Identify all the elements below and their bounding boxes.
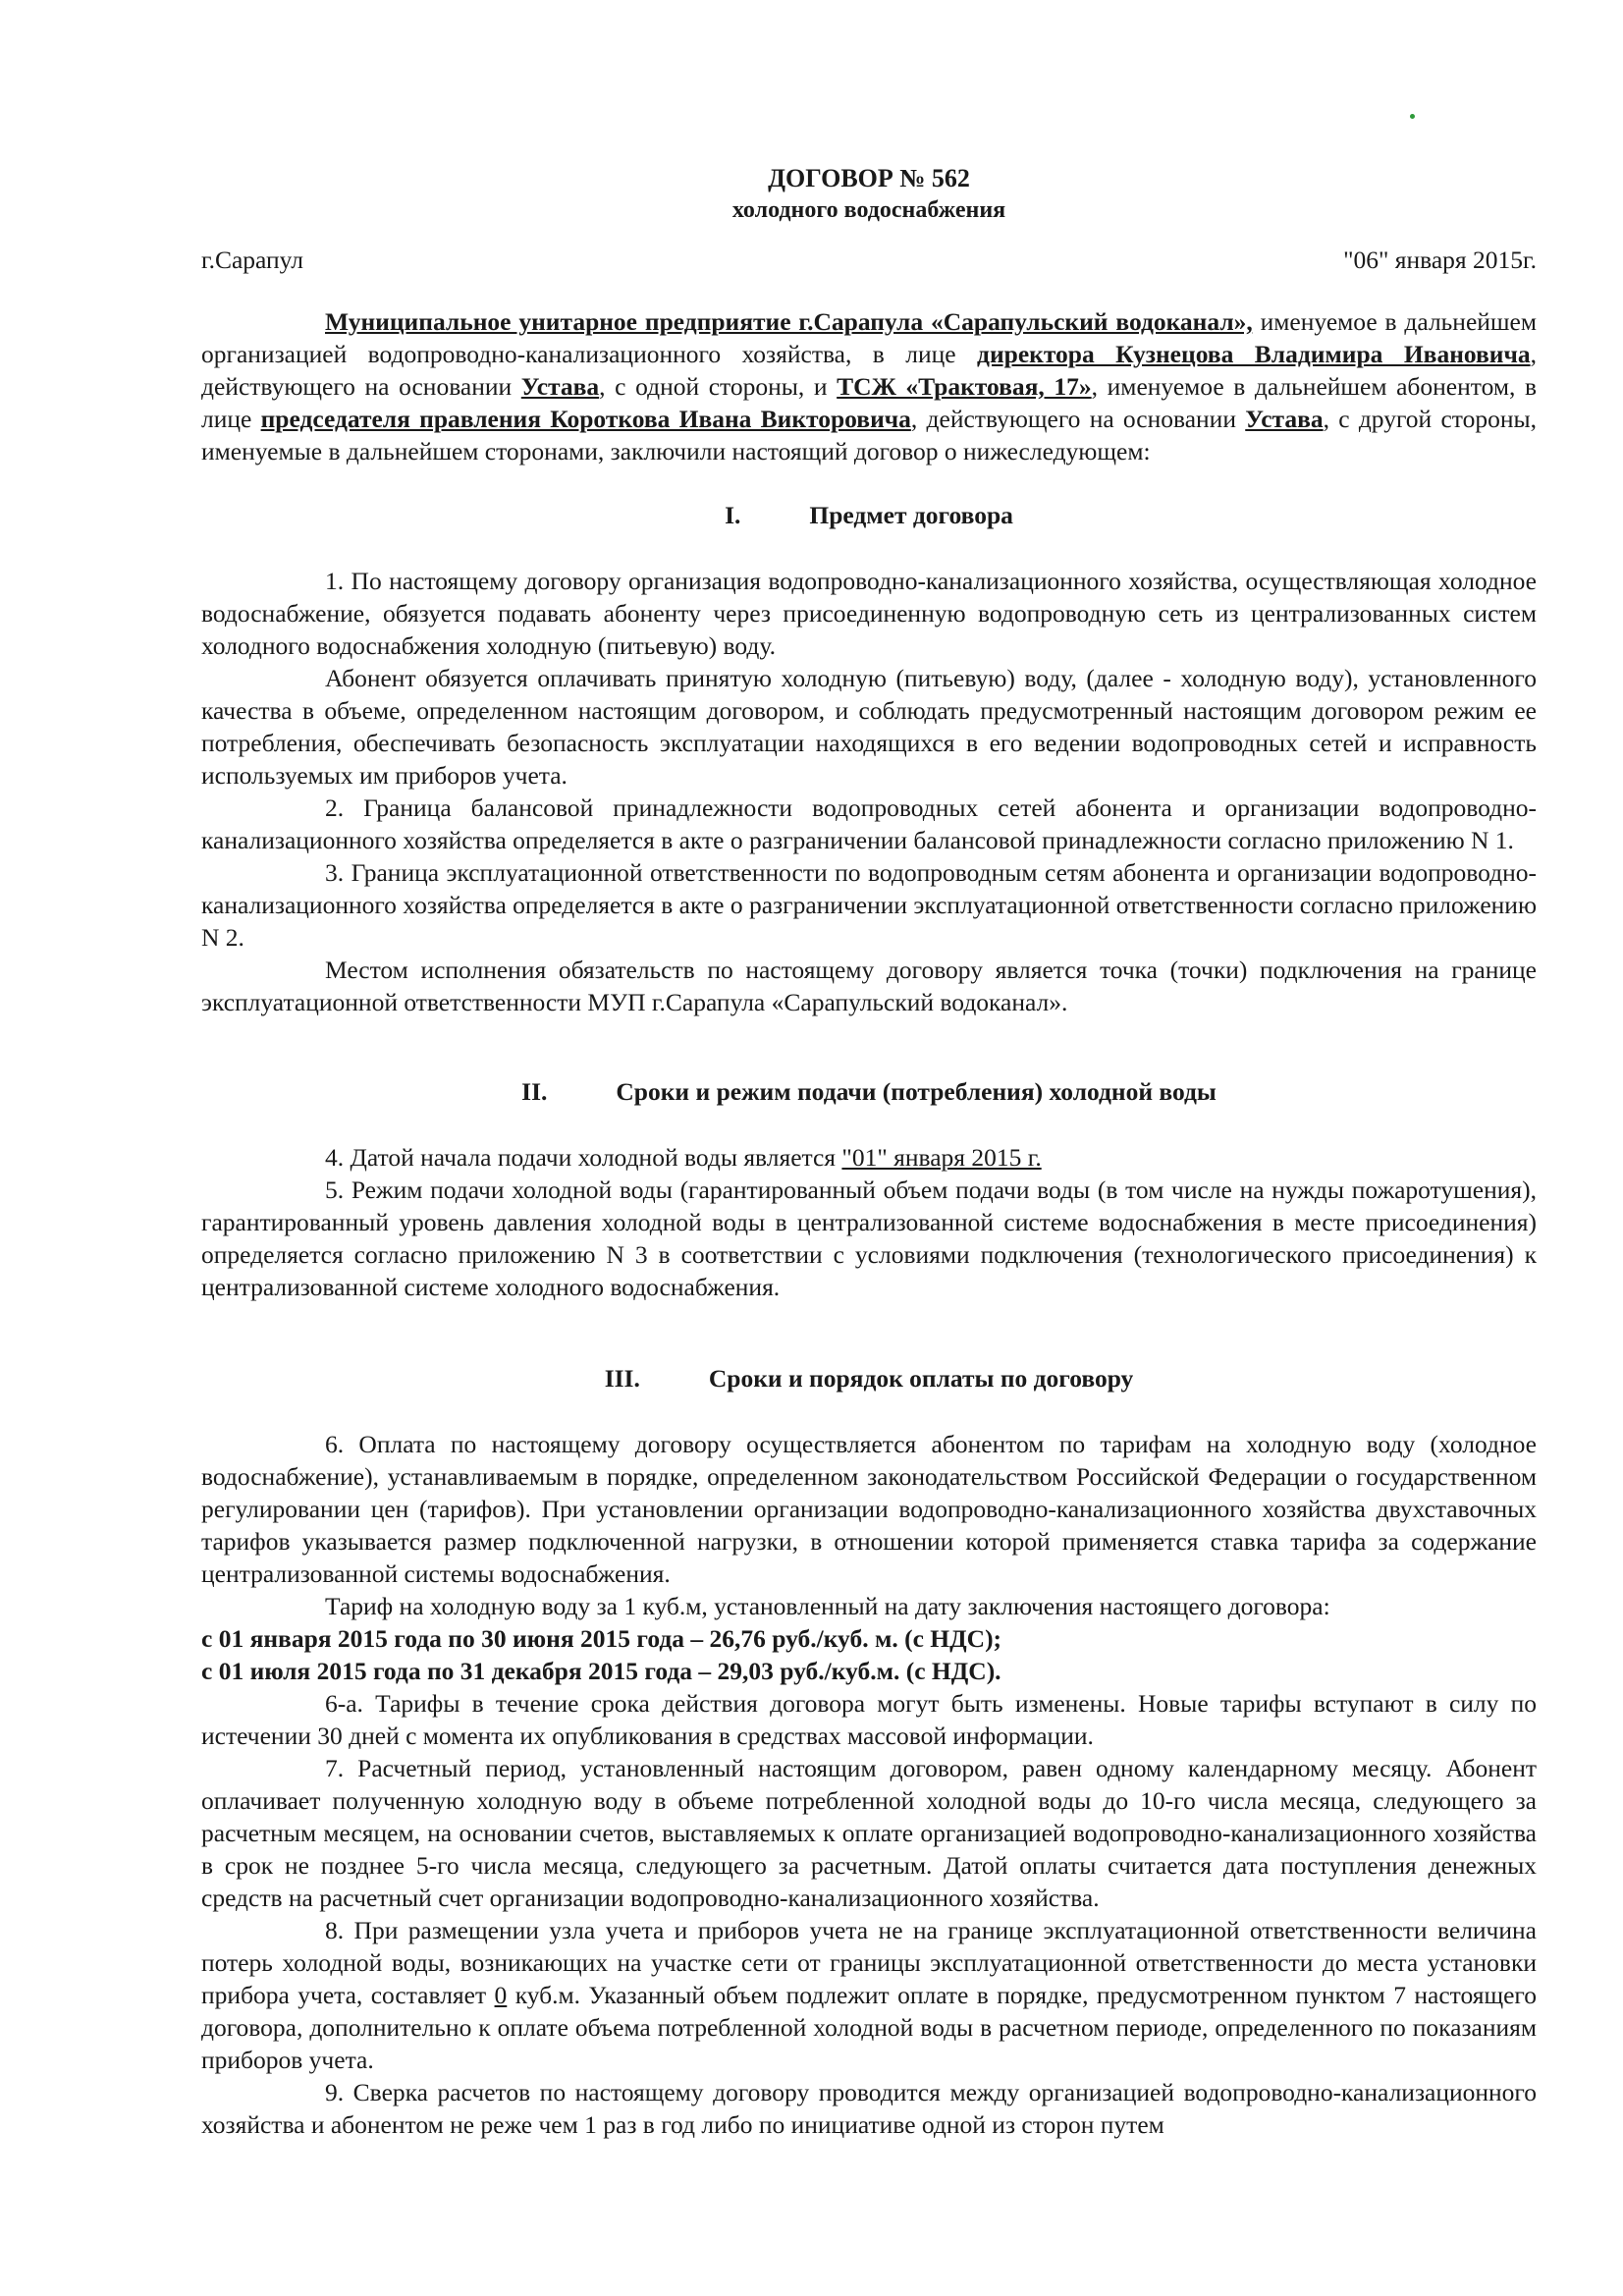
clause-6a: 6-а. Тарифы в течение срока действия договора могут быть изменены. Новые тарифы вступают в силу по истечении 30 дней с момента их опубликования в средствах массовой информации. <box>201 1689 1537 1750</box>
tariff-line-1: с 01 января 2015 года по 30 июня 2015 года – 26,76 руб./куб. м. (с НДС); <box>201 1624 1002 1653</box>
tszh-name: ТСЖ «Трактовая, 17» <box>837 372 1092 401</box>
intro-paragraph <box>201 305 1537 467</box>
document-subtitle: холодного водоснабжения <box>731 197 1006 223</box>
section-2-heading <box>201 1075 1537 1108</box>
tariff-line-2: с 01 июля 2015 года по 31 декабря 2015 года – 29,03 руб./куб.м. (с НДС). <box>201 1657 1001 1685</box>
director-name: директора Кузнецова Владимира Ивановича <box>977 340 1531 368</box>
chairman-name: председателя правления Короткова Ивана Викторовича <box>260 405 911 433</box>
section-2-title: Сроки и режим подачи (потребления) холодной воды <box>616 1077 1217 1106</box>
intro-text-5: , действующего на основании <box>910 405 1246 433</box>
section-1-title: Предмет договора <box>809 501 1013 529</box>
clause-3-place: Местом исполнения обязательств по настоящему договору является точка (точки) подключения на границе эксплуатационной ответственности МУП г.Сарапула «Сарапульский водоканал». <box>201 956 1537 1016</box>
intro-text-4: , именуемое в дальнейшем абонентом, в лице <box>201 372 1538 433</box>
clause-4 <box>201 1141 1537 1174</box>
intro-text-2: , действующего на основании <box>201 340 1537 401</box>
document-title: ДОГОВОР № 562 <box>768 164 970 192</box>
clause-1: 1. По настоящему договору организация водопроводно-канализационного хозяйства, осуществляющая холодное водоснабжение, обязуется подавать абоненту через присоединенную водопроводную сеть из централизованных систем холодного водоснабжения холодную (питьевую) воду. <box>201 567 1537 660</box>
clause-7: 7. Расчетный период, установленный настоящим договором, равен одному календарному месяцу. Абонент оплачивает полученную холодную воду в объеме потребленной холодной воды до 10-го числа месяца, следующего за расчетным месяцем, на основании счетов, выставляемых к оплате организацией водопроводно-канализационного хозяйства в срок не позднее 5-го числа месяца, следующего за расчетным. Датой оплаты считается дата поступления денежных средств на расчетный счет организации водопроводно-канализационного хозяйства. <box>201 1754 1537 1912</box>
intro-text-1: именуемое в дальнейшем организацией водопроводно-канализационного хозяйства, в лице <box>201 307 1538 368</box>
place-date-row <box>201 244 1537 276</box>
scan-artifact-dot <box>1410 114 1415 119</box>
tariff-intro: Тариф на холодную воду за 1 куб.м, установленный на дату заключения настоящего договора: <box>325 1592 1330 1620</box>
intro-text-6: , с другой стороны, именуемые в дальнейшем сторонами, заключили настоящий договор о нижеследующем: <box>201 405 1537 465</box>
section-1-heading <box>201 499 1537 531</box>
clause-4-text: 4. Датой начала подачи холодной воды является <box>325 1143 842 1172</box>
section-3-title: Сроки и порядок оплаты по договору <box>708 1364 1134 1393</box>
ustav-2: Устава <box>1245 405 1324 433</box>
clause-3: 3. Граница эксплуатационной ответственности по водопроводным сетям абонента и организации водопроводно-канализационного хозяйства определяется в акте о разграничении эксплуатационной ответственности согласно приложению N 2. <box>201 858 1537 952</box>
clause-6: 6. Оплата по настоящему договору осуществляется абонентом по тарифам на холодную воду (холодное водоснабжение), устанавливаемым в порядке, определенном законодательством Российской Федерации о государственном регулировании цен (тарифов). При установлении организации водопроводно-канализационного хозяйства двухставочных тарифов указывается размер подключенной нагрузки, в отношении которой применяется ставка тарифа за содержание централизованной системы водоснабжения. <box>201 1430 1537 1588</box>
clause-8 <box>201 1914 1537 2076</box>
clause-8-text-b: куб.м. Указанный объем подлежит оплате в порядке, предусмотренном пунктом 7 настоящего договора, дополнительно к оплате объема потребленной холодной воды в расчетном периоде, определенного по показаниям приборов учета. <box>201 1981 1538 2074</box>
city: г.Сарапул <box>201 246 304 274</box>
document-page <box>201 147 1537 2141</box>
section-3-number: III. <box>604 1364 640 1393</box>
clause-5: 5. Режим подачи холодной воды (гарантированный объем подачи воды (в том числе на нужды пожаротушения), гарантированный уровень давления холодной воды в централизованной системе водоснабжения в месте присоединения) определяется согласно приложению N 3 в соответствии с условиями подключения (технологического присоединения) к централизованной системе холодного водоснабжения. <box>201 1175 1537 1301</box>
intro-text-3: , с одной стороны, и <box>599 372 838 401</box>
org-name: Муниципальное унитарное предприятие г.Сарапула «Сарапульский водоканал», <box>325 307 1253 336</box>
supply-start-date: "01" января 2015 г. <box>841 1143 1042 1172</box>
section-3-heading <box>201 1362 1537 1394</box>
ustav-1: Устава <box>520 372 600 401</box>
clause-2: 2. Граница балансовой принадлежности водопроводных сетей абонента и организации водопроводно-канализационного хозяйства определяется в акте о разграничении балансовой принадлежности согласно приложению N 1. <box>201 793 1537 854</box>
clause-9: 9. Сверка расчетов по настоящему договору проводится между организацией водопроводно-канализационного хозяйства и абонентом не реже чем 1 раз в год либо по инициативе одной из сторон путем <box>201 2078 1537 2139</box>
section-1-number: I. <box>725 501 741 529</box>
losses-volume: 0 <box>494 1981 508 2009</box>
contract-date: "06" января 2015г. <box>1343 246 1537 274</box>
clause-8-text-a: 8. При размещении узла учета и приборов учета не на границе эксплуатационной ответственности величина потерь холодной воды, возникающих на участке сети от границы эксплуатационной ответственности до места установки прибора учета, составляет <box>201 1916 1537 2009</box>
clause-1-obligations: Абонент обязуется оплачивать принятую холодную (питьевую) воду, (далее - холодную воду), установленного качества в объеме, определенном настоящим договором, и соблюдать предусмотренный настоящим договором режим ее потребления, обеспечивать безопасность эксплуатации находящихся в его ведении водопроводных сетей и исправность используемых им приборов учета. <box>201 664 1537 790</box>
section-2-number: II. <box>521 1077 548 1106</box>
